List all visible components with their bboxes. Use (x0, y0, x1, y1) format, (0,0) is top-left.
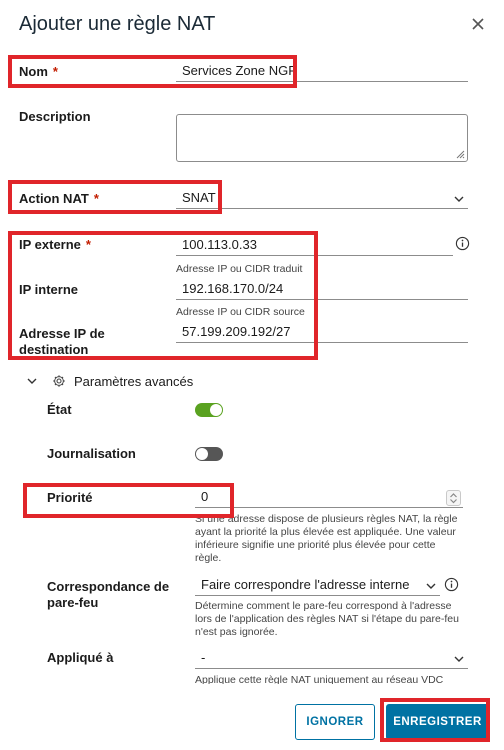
internal-ip-label: IP interne (19, 282, 79, 297)
logging-toggle[interactable] (195, 447, 223, 461)
internal-ip-helper: Adresse IP ou CIDR source (176, 306, 305, 318)
action-nat-label: Action NAT * (19, 191, 99, 206)
applied-to-select[interactable]: - (195, 647, 468, 669)
priority-label: Priorité (47, 490, 93, 505)
firewall-match-select[interactable]: Faire correspondre l'adresse interne (195, 574, 440, 596)
chevron-down-icon (453, 193, 465, 205)
destination-ip-input[interactable]: 57.199.209.192/27 (176, 321, 468, 343)
save-button[interactable]: ENREGISTRER (386, 704, 489, 740)
name-label: Nom * (19, 64, 58, 79)
description-textarea[interactable] (176, 114, 468, 162)
chevron-down-icon (453, 653, 465, 665)
info-icon[interactable] (455, 236, 470, 251)
priority-stepper[interactable] (446, 490, 461, 506)
cancel-button[interactable]: IGNORER (295, 704, 375, 740)
destination-ip-label: Adresse IP de destination (19, 326, 105, 357)
gear-icon (52, 374, 66, 388)
applied-to-helper: Applique cette règle NAT uniquement au réseau VDC (195, 674, 444, 684)
info-icon[interactable] (444, 577, 459, 592)
state-toggle[interactable] (195, 403, 223, 417)
advanced-settings-label: Paramètres avancés (74, 373, 194, 389)
advanced-settings-toggle[interactable] (26, 372, 193, 390)
state-label: État (47, 402, 72, 417)
priority-helper: Si une adresse dispose de plusieurs règles NAT, la règle ayant la priorité la plus élevée est appliquée. Une valeur inférieure signifie une priorité plus élevée pour cette règle. (195, 513, 458, 564)
chevron-down-icon (425, 580, 437, 592)
external-ip-helper: Adresse IP ou CIDR traduit (176, 263, 303, 275)
stepper-arrows-icon (447, 491, 460, 505)
close-icon[interactable] (470, 16, 486, 32)
resize-handle-icon[interactable] (455, 149, 465, 159)
description-label: Description (19, 109, 91, 124)
internal-ip-input[interactable]: 192.168.170.0/24 (176, 278, 468, 300)
priority-input[interactable]: 0 (195, 486, 463, 508)
action-nat-select[interactable]: SNAT (176, 187, 468, 209)
external-ip-label: IP externe * (19, 237, 91, 252)
applied-to-label: Appliqué à (47, 650, 114, 665)
external-ip-input[interactable]: 100.113.0.33 (176, 234, 453, 256)
firewall-match-label: Correspondance de pare-feu (47, 579, 170, 610)
dialog-title: Ajouter une règle NAT (19, 13, 216, 35)
logging-label: Journalisation (47, 446, 136, 461)
name-input[interactable]: Services Zone NGP (176, 60, 468, 82)
chevron-down-icon (26, 375, 38, 387)
firewall-match-helper: Détermine comment le pare-feu correspond à l'adresse lors de l'application des règles NAT si l'étape du pare-feu n'est pas ignorée. (195, 600, 459, 638)
